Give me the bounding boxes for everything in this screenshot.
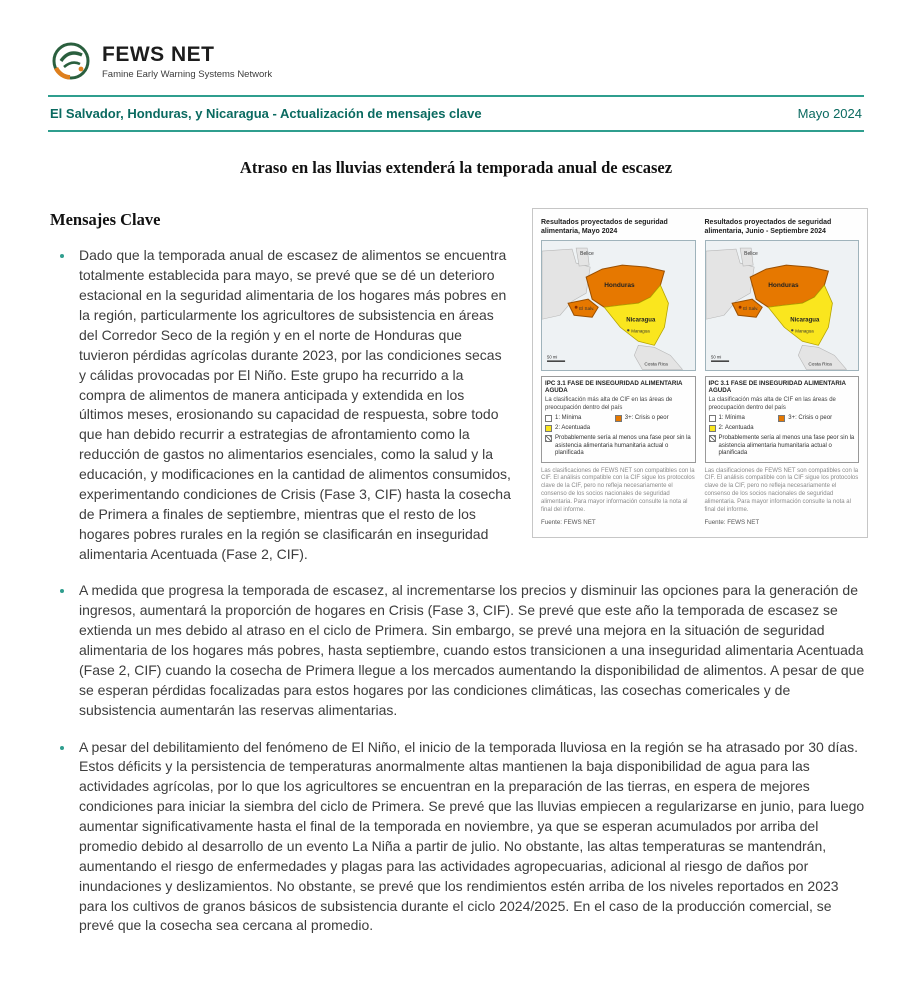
- phase3-swatch-icon: [778, 415, 785, 422]
- legend-note-label: Probablemente sería al menos una fase peor sin la asistencia alimentaria humanitaria actual o planificada: [555, 435, 691, 457]
- legend-subtitle: La clasificación más alta de CIF en las áreas de preocupación dentro del país: [708, 397, 836, 411]
- san-salvador-marker-icon: [575, 306, 578, 309]
- section-heading: Mensajes Clave: [50, 210, 161, 229]
- label-costa-rica: Costa Rica: [807, 362, 832, 368]
- assistance-hatch-swatch-icon: [709, 435, 716, 442]
- legend-note-label: Probablemente sería al menos una fase peor sin la asistencia alimentaria humanitaria actual o planificada: [718, 435, 855, 457]
- managua-marker-icon: [627, 329, 629, 331]
- report-date: Mayo 2024: [797, 106, 862, 121]
- masthead: [50, 40, 912, 82]
- scale-label: 50 mi: [547, 354, 558, 360]
- key-message-2: • A medida que progresa la temporada de escasez, al incrementarse los precios y disminuir las opciones para la generación de ingresos, aumentará la proporción de hogares en Crisis (Fase 3, CIF). Se prevé que este año la temporada de escasez se extienda un mes debido al atraso en el ciclo de Primera. Sin embargo, se prevé una mejora en la situación de seguridad alimentaria de los hogares más pobres, hasta septiembre, cuando estos transicionen a una inseguridad alimentaria Acentuada (Fase 2, CIF) cuando la cosecha de Primera llegue a los mercados aumentando la disponibilidad de alimentos. A pesar de que se esperan pérdidas focalizadas para estos hogares por las condiciones climáticas, las cosechas comericales y de subsistencia aumentarán las reservas alimentarias.: [75, 581, 868, 720]
- report-header-bar: [48, 97, 864, 130]
- legend-item-phase1: [545, 415, 612, 423]
- central-america-map: [706, 241, 859, 369]
- label-honduras: Honduras: [604, 282, 635, 290]
- legend-item-phase2: [709, 425, 776, 433]
- phase1-swatch-icon: [545, 415, 552, 422]
- scale-bar: [547, 361, 565, 363]
- phase2-swatch-icon: [545, 425, 552, 432]
- legend-item-label: 2: Acentuada: [555, 424, 591, 431]
- page-title: Atraso en las lluvias extenderá la temporada anual de escasez: [239, 158, 673, 177]
- figure-source: Fuente: FEWS NET: [541, 519, 596, 527]
- brand-tagline: Famine Early Warning Systems Network: [102, 68, 273, 80]
- label-belize: Belice: [743, 251, 758, 258]
- legend-assistance-note: [545, 435, 692, 458]
- label-nicaragua: Nicaragua: [626, 317, 656, 324]
- map-title: Resultados proyectados de seguridad alimentaria, Junio - Septiembre 2024: [704, 219, 832, 236]
- map-panels: [541, 218, 859, 528]
- fews-net-logo-icon: [50, 40, 92, 82]
- legend-item-phase1: [709, 415, 776, 423]
- figure-disclaimer: Las clasificaciones de FEWS NET son compatibles con la CIF. El análisis compatible con la CIF sigue los protocolos clave de la CIF, pero no refleja necesariamente el consenso de los socios nacionales de seguridad alimentaria. Para mayor información consulte la nota al final del informe.: [541, 467, 695, 513]
- figure-disclaimer: Las clasificaciones de FEWS NET son compatibles con la CIF. El análisis compatible con la CIF sigue los protocolos clave de la CIF, pero no refleja necesariamente el consenso de los socios nacionales de seguridad alimentaria. Para mayor información consulte la nota al final del informe.: [704, 467, 859, 513]
- label-managua: Managua: [794, 328, 814, 334]
- legend-item-label: 3+: Crisis o peor: [624, 415, 669, 422]
- legend-item-label: 3+: Crisis o peor: [788, 415, 833, 422]
- map-panel-may-2024: [541, 218, 696, 528]
- key-message-1: • Dado que la temporada anual de escasez de alimentos se encuentra totalmente establecida para mayo, se prevé que se dé un deterioro estacional en la seguridad alimentaria de los hogares más pobres en la región, particularmente los agricultores de subsistencia en áreas del Corredor Seco de la región y en el norte de Honduras que tuvieron pérdidas agrícolas durante 2023, por las condiciones secas y cálidas provocadas por El Niño. Este grupo ha recurrido a la compra de alimentos de manera anticipada y extendida en los últimos meses, erosionando su capacidad de respuesta, sobre todo que han debido recurrir a estrategias de afrontamiento como la reducción de gastos no alimentarios esenciales, como la salud y la educación, y modificaciones en la cantidad de alimentos consumidos, experimentando condiciones de Crisis (Fase 3, CIF) hasta la cosecha de Primera a finales de septiembre, mientras que el resto de los hogares pobres rurales en la región se clasificarán en inseguridad alimentaria Acentuada (Fase 2, CIF).: [75, 246, 868, 564]
- label-el-salvador: El Salv.: [579, 306, 595, 312]
- legend-item-phase3: [778, 415, 855, 423]
- legend-title: IPC 3.1 FASE DE INSEGURIDAD ALIMENTARIA AGUDA: [545, 379, 683, 395]
- label-belize: Belice: [580, 251, 594, 258]
- map-title: Resultados proyectados de seguridad alimentaria, Mayo 2024: [541, 219, 668, 236]
- phase3-swatch-icon: [615, 415, 622, 422]
- key-message-3: • A pesar del debilitamiento del fenómeno de El Niño, el inicio de la temporada lluviosa en la región se ha atrasado por 30 días. Estos déficits y la persistencia de temperaturas anormalmente altas mantienen la baja disponibilidad de agua para las actividades agrícolas, por lo que los agricultores se encuentran en la preparación de las tierras, en espera de mejores condiciones para iniciar la siembra del ciclo de Primera. Se prevé que las lluvias empiecen a regularizarse en junio, para luego aumentar significativamente hasta el final de la temporada en noviembre, ya que se esperan acumulados por arriba del promedio debido al desarrollo de un evento La Niña a partir de julio. No obstante, las altas temperaturas se mantendrán, aumentando el riesgo de enfermedades y plagas para las actividades agropecuarias, adicional al riesgo de daños por inundaciones y deslizamientos. No obstante, se prevé que los rendimientos estén arriba de los niveles reportados en 2023 para los cultivos de granos básicos de subsistencia durante el ciclo 2024/2025. En el caso de la producción comercial, se prevé que la cosecha sea cercana al promedio.: [75, 738, 868, 937]
- san-salvador-marker-icon: [738, 306, 741, 309]
- legend-assistance-note: [709, 435, 856, 458]
- legend-title: IPC 3.1 FASE DE INSEGURIDAD ALIMENTARIA AGUDA: [708, 379, 846, 395]
- legend-items: [545, 415, 692, 432]
- legend-subtitle: La clasificación más alta de CIF en las áreas de preocupación dentro del país: [545, 397, 673, 411]
- label-nicaragua: Nicaragua: [789, 317, 819, 324]
- ipc-legend: [705, 376, 860, 463]
- map-panel-june-september-2024: [705, 218, 860, 528]
- legend-items: [709, 415, 856, 432]
- document-body: [50, 178, 868, 936]
- ipc-legend: [541, 376, 696, 463]
- legend-item-label: 2: Acentuada: [718, 424, 754, 431]
- legend-item-label: 1: Mínima: [718, 415, 745, 422]
- legend-item-label: 1: Mínima: [555, 415, 582, 422]
- label-el-salvador: El Salv.: [742, 306, 758, 312]
- label-managua: Managua: [631, 328, 650, 334]
- food-security-map-may: [541, 240, 696, 370]
- report-header-title: El Salvador, Honduras, y Nicaragua - Actualización de mensajes clave: [50, 106, 482, 121]
- legend-item-phase2: [545, 425, 612, 433]
- legend-item-phase3: [615, 415, 692, 423]
- managua-marker-icon: [791, 329, 793, 331]
- brand-name: FEWS NET: [102, 42, 215, 66]
- scale-bar: [711, 361, 729, 363]
- brand-text: [102, 43, 272, 80]
- figure-source: Fuente: FEWS NET: [704, 519, 760, 527]
- label-honduras: Honduras: [767, 282, 799, 290]
- label-costa-rica: Costa Rica: [644, 362, 668, 368]
- food-security-maps-figure: [532, 208, 868, 538]
- assistance-hatch-swatch-icon: [545, 435, 552, 442]
- phase2-swatch-icon: [709, 425, 716, 432]
- divider-bottom: [48, 130, 864, 132]
- central-america-map: [542, 241, 695, 369]
- scale-label: 50 mi: [710, 354, 721, 360]
- food-security-map-june-september: [705, 240, 860, 370]
- phase1-swatch-icon: [709, 415, 716, 422]
